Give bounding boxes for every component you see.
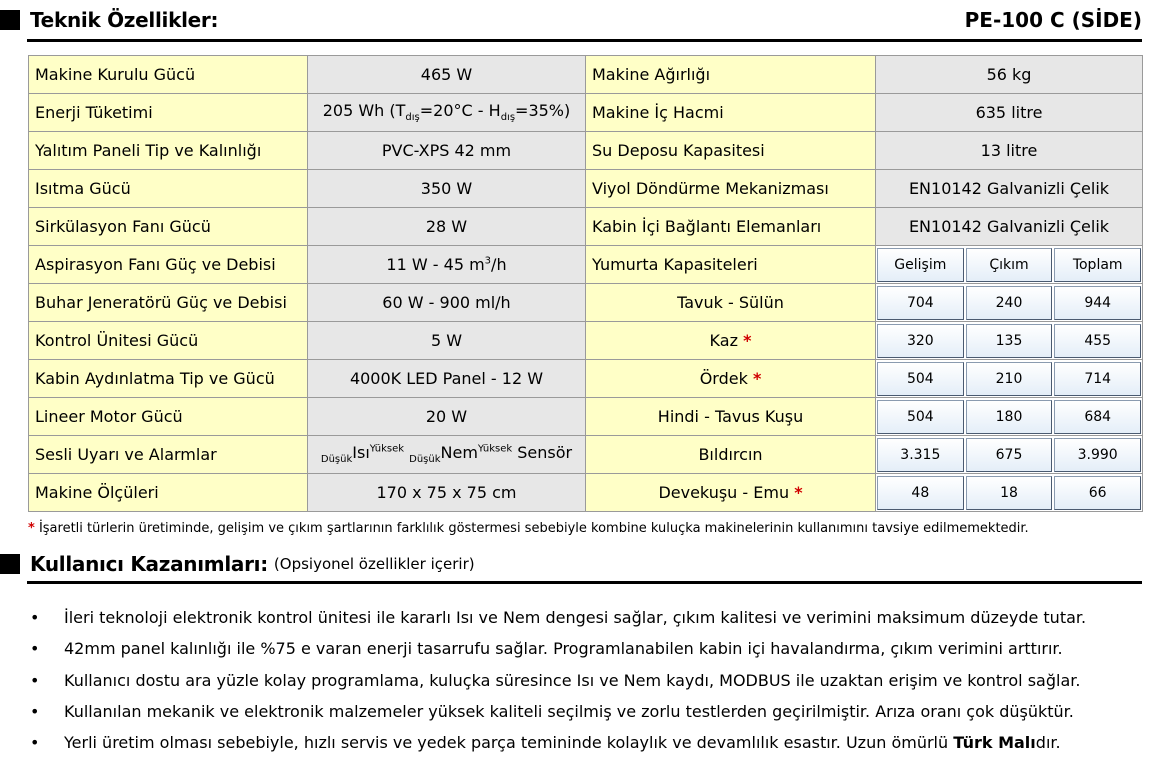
bullet-icon: • (30, 701, 40, 721)
benefit-text-part: Yerli üretim olması sebebiyle, hızlı servis ve yedek parça temininde kolaylık ve devamlılık esastır. Uzun ömürlü (64, 733, 954, 753)
value-part: =20°C - H (419, 101, 501, 121)
egg-name: Ördek (699, 369, 748, 388)
egg-name: Devekuşu - Emu (658, 483, 790, 502)
egg-value: 320 (877, 324, 964, 358)
asterisk-mark: * (794, 483, 803, 502)
spec-label: Kabin İçi Bağlantı Elemanları (586, 208, 876, 246)
egg-value: 48 (877, 476, 964, 510)
benefit-text: Kullanıcı dostu ara yüzle kolay programlama, kuluçka süresince Isı ve Nem kaydı, MODBUS ile uzaktan erişim ve kontrol sağlar. (64, 670, 1081, 690)
spec-value: 56 kg (876, 56, 1143, 94)
egg-name: Tavuk - Sülün (677, 293, 784, 312)
spec-label: Kontrol Ünitesi Gücü (29, 322, 308, 360)
benefit-text: Kullanılan mekanik ve elektronik malzemeler yüksek kaliteli seçilmiş ve zorlu testlerden geçirilmiştir. Arıza oranı çok düşüktür. (64, 701, 1074, 721)
table-row (29, 208, 1143, 246)
value-part: 205 Wh (T (322, 101, 406, 121)
list-item (30, 702, 1086, 733)
spec-label: Yalıtım Paneli Tip ve Kalınlığı (29, 132, 308, 170)
benefits-header (0, 552, 475, 576)
egg-type (586, 322, 876, 360)
value-subscript: Düşük (320, 454, 353, 466)
table-row (29, 170, 1143, 208)
benefit-text: İleri teknoloji elektronik kontrol ünitesi ile kararlı Isı ve Nem dengesi sağlar, çıkım kalitesi ve verimini maksimum düzeyde tutar. (64, 608, 1087, 627)
footnote-text: İşaretli türlerin üretiminde, gelişim ve çıkım şartlarının farklılık göstermesi sebebiyle kombine kuluçka makinelerinin kullanımını tavsiye edilmemektedir. (34, 521, 1029, 536)
benefits-title: Kullanıcı Kazanımları: (30, 552, 268, 576)
spec-label: Lineer Motor Gücü (29, 398, 308, 436)
spec-label: Isıtma Gücü (29, 170, 308, 208)
egg-capacity-label: Yumurta Kapasiteleri (586, 246, 876, 284)
spec-label: Enerji Tüketimi (29, 94, 308, 132)
egg-value: 944 (1054, 286, 1141, 320)
egg-value: 3.315 (877, 438, 964, 472)
spec-label: Makine Ağırlığı (586, 56, 876, 94)
spec-value: EN10142 Galvanizli Çelik (876, 208, 1143, 246)
egg-value: 66 (1054, 476, 1141, 510)
egg-value: 210 (966, 362, 1053, 396)
value-part: 11 W - 45 m (386, 255, 485, 274)
egg-type (586, 284, 876, 322)
spec-value: 28 W (308, 208, 586, 246)
value-part: /h (491, 255, 507, 274)
egg-type (586, 360, 876, 398)
egg-values (876, 436, 1143, 474)
spec-value (308, 436, 586, 474)
spec-value: 635 litre (876, 94, 1143, 132)
egg-value: 18 (966, 476, 1053, 510)
spec-label: Sirkülasyon Fanı Gücü (29, 208, 308, 246)
list-item (30, 733, 1086, 761)
footnote (28, 521, 1029, 536)
section-marker (0, 554, 20, 574)
benefits-rule (27, 581, 1142, 584)
table-row (29, 474, 1143, 512)
egg-value: 504 (877, 400, 964, 434)
value-subscript: Düşük (409, 454, 441, 466)
egg-values (876, 398, 1143, 436)
spec-title: Teknik Özellikler: (30, 8, 219, 32)
benefit-text-part: dır. (1035, 733, 1061, 753)
spec-label: Su Deposu Kapasitesi (586, 132, 876, 170)
spec-value: 5 W (308, 322, 586, 360)
egg-value: 504 (877, 362, 964, 396)
table-row (29, 94, 1143, 132)
egg-name: Bıldırcın (698, 445, 763, 464)
spec-table (28, 55, 1143, 512)
egg-type (586, 398, 876, 436)
value-part: Nem (440, 443, 478, 463)
spec-label: Viyol Döndürme Mekanizması (586, 170, 876, 208)
egg-header-cells (876, 246, 1143, 284)
list-item (30, 608, 1086, 639)
spec-header (0, 8, 1142, 32)
egg-values (876, 284, 1143, 322)
value-superscript: 3 (484, 255, 492, 267)
table-row (29, 284, 1143, 322)
spec-value: 13 litre (876, 132, 1143, 170)
benefit-text (64, 733, 1061, 752)
benefit-text: 42mm panel kalınlığı ile %75 e varan enerji tasarrufu sağlar. Programlanabilen kabin içi havalandırma, çıkım verimini arttırır. (64, 639, 1063, 659)
value-part: Isı (352, 443, 370, 463)
spec-label: Makine Kurulu Gücü (29, 56, 308, 94)
egg-values (876, 474, 1143, 512)
spec-value (308, 246, 586, 284)
table-row (29, 436, 1143, 474)
spec-value: EN10142 Galvanizli Çelik (876, 170, 1143, 208)
spec-value: 465 W (308, 56, 586, 94)
spec-value: 20 W (308, 398, 586, 436)
spec-label: Aspirasyon Fanı Güç ve Debisi (29, 246, 308, 284)
asterisk-mark: * (743, 331, 752, 350)
bullet-icon: • (30, 639, 40, 659)
bullet-icon: • (30, 670, 40, 690)
spec-label: Sesli Uyarı ve Alarmlar (29, 436, 308, 474)
spec-value: PVC-XPS 42 mm (308, 132, 586, 170)
value-superscript: Yüksek (369, 444, 405, 456)
egg-value: 684 (1054, 400, 1141, 434)
egg-value: 3.990 (1054, 438, 1141, 472)
egg-header-gelisim: Gelişim (877, 248, 964, 282)
asterisk-mark: * (752, 369, 762, 388)
spec-label: Makine İç Hacmi (586, 94, 876, 132)
egg-type (586, 474, 876, 512)
table-row (29, 56, 1143, 94)
egg-values (876, 322, 1143, 360)
egg-value: 135 (966, 324, 1053, 358)
table-row (29, 360, 1143, 398)
spec-value: 170 x 75 x 75 cm (308, 474, 586, 512)
value-part: Sensör (512, 443, 573, 463)
egg-name: Hindi - Tavus Kuşu (657, 407, 804, 426)
spec-value: 350 W (308, 170, 586, 208)
spec-value: 60 W - 900 ml/h (308, 284, 586, 322)
egg-value: 675 (966, 438, 1053, 472)
benefits-list (30, 608, 1086, 761)
bullet-icon: • (30, 608, 40, 627)
value-subscript: dış (500, 112, 516, 124)
spec-value (308, 94, 586, 132)
egg-values (876, 360, 1143, 398)
section-marker (0, 10, 20, 30)
model-name: PE-100 C (SİDE) (964, 8, 1142, 32)
table-row (29, 398, 1143, 436)
value-superscript: Yüksek (477, 444, 513, 456)
benefit-text-bold: Türk Malı (953, 733, 1036, 753)
bullet-icon: • (30, 733, 40, 753)
spec-label: Makine Ölçüleri (29, 474, 308, 512)
table-row (29, 246, 1143, 284)
spec-label: Kabin Aydınlatma Tip ve Gücü (29, 360, 308, 398)
list-item (30, 671, 1086, 702)
egg-value: 455 (1054, 324, 1141, 358)
benefits-subtitle: (Opsiyonel özellikler içerir) (273, 555, 475, 573)
egg-type (586, 436, 876, 474)
asterisk-mark: * (28, 521, 35, 536)
table-row (29, 322, 1143, 360)
egg-value: 240 (966, 286, 1053, 320)
egg-header-cikim: Çıkım (966, 248, 1053, 282)
egg-value: 714 (1054, 362, 1141, 396)
egg-name: Kaz (709, 331, 738, 350)
value-subscript: dış (405, 112, 420, 124)
spec-value: 4000K LED Panel - 12 W (308, 360, 586, 398)
value-part: =35%) (515, 101, 571, 121)
egg-header-toplam: Toplam (1054, 248, 1141, 282)
list-item (30, 639, 1086, 670)
spec-label: Buhar Jeneratörü Güç ve Debisi (29, 284, 308, 322)
table-row (29, 132, 1143, 170)
egg-value: 704 (877, 286, 964, 320)
egg-value: 180 (966, 400, 1053, 434)
header-rule (27, 39, 1142, 42)
